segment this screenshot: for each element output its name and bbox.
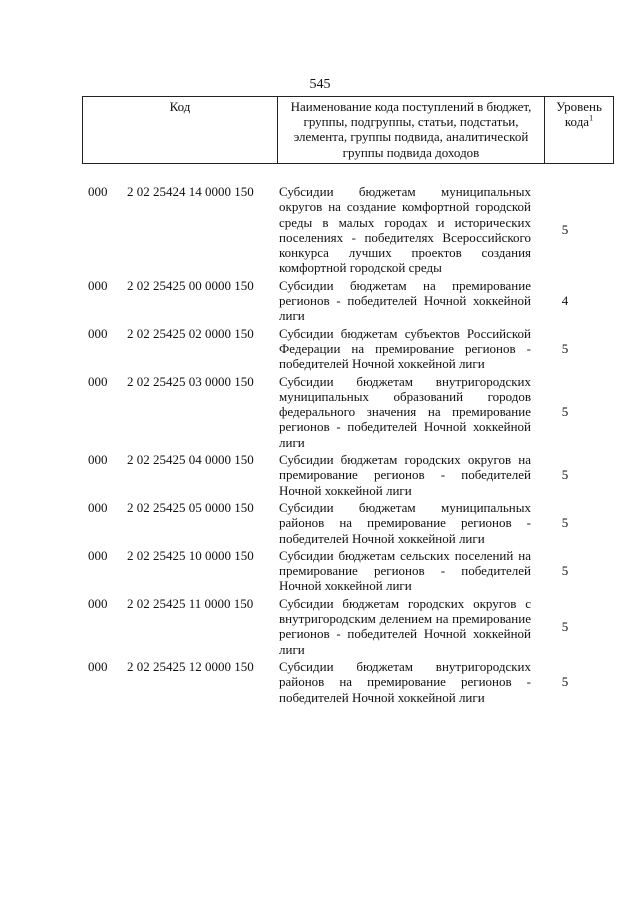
income-code: 2 02 25425 10 0000 150 xyxy=(127,547,254,563)
income-code: 2 02 25425 03 0000 150 xyxy=(127,373,254,389)
code-level: 5 xyxy=(561,404,569,420)
table-row xyxy=(0,659,640,705)
admin-code: 000 xyxy=(88,184,108,199)
income-code: 2 02 25425 05 0000 150 xyxy=(127,499,254,515)
table-row xyxy=(0,596,640,657)
income-code: 2 02 25424 14 0000 150 xyxy=(127,184,254,199)
table-header xyxy=(82,96,614,164)
admin-code: 000 xyxy=(88,658,108,674)
code-level: 5 xyxy=(561,467,569,483)
code-level: 5 xyxy=(561,222,569,238)
table-row xyxy=(0,278,640,324)
income-name: Субсидии бюджетам внутригородских районов на премирование регионов - победителей Ночной хоккейной лиги xyxy=(279,658,531,705)
admin-code: 000 xyxy=(88,499,108,515)
page-number: 545 xyxy=(309,77,331,92)
income-name: Субсидии бюджетам сельских поселений на премирование регионов - победителей Ночной хоккейной лиги xyxy=(279,547,531,594)
header-level-footnote: 1 xyxy=(589,113,594,123)
admin-code: 000 xyxy=(88,452,108,468)
code-level: 5 xyxy=(561,674,569,690)
header-level-label: Уровень кода xyxy=(556,99,602,130)
table-row xyxy=(0,548,640,594)
code-level: 4 xyxy=(561,293,569,309)
income-code: 2 02 25425 04 0000 150 xyxy=(127,452,254,468)
header-level xyxy=(545,97,614,164)
income-name: Субсидии бюджетам городских округов на премирование регионов - победителей Ночной хоккейной лиги xyxy=(279,452,531,498)
income-name: Субсидии бюджетам внутригородских муниципальных образований городов федерального значения на премирование регионов - победителей Ночной хоккейной лиги xyxy=(279,373,531,450)
table-row xyxy=(0,184,640,276)
code-level: 5 xyxy=(561,515,569,531)
income-code: 2 02 25425 02 0000 150 xyxy=(127,325,254,341)
admin-code: 000 xyxy=(88,277,108,293)
admin-code: 000 xyxy=(88,595,108,611)
income-code: 2 02 25425 00 0000 150 xyxy=(127,277,254,293)
header-code: Код xyxy=(83,97,278,164)
admin-code: 000 xyxy=(88,325,108,341)
code-level: 5 xyxy=(561,618,569,634)
admin-code: 000 xyxy=(88,373,108,389)
table-body xyxy=(0,184,640,707)
income-name: Субсидии бюджетам на премирование регионов - победителей Ночной хоккейной лиги xyxy=(279,277,531,324)
income-code: 2 02 25425 11 0000 150 xyxy=(127,595,254,611)
income-name: Субсидии бюджетам муниципальных округов на создание комфортной городской среды в малых городах и исторических поселениях - победителях Всероссийского конкурса лучших проектов создания комфортной городской среды xyxy=(279,184,531,276)
header-name: Наименование кода поступлений в бюджет, группы, подгруппы, статьи, подстатьи, элемента, группы подвида, аналитической группы подвида доходов xyxy=(278,97,545,164)
income-code: 2 02 25425 12 0000 150 xyxy=(127,658,254,674)
code-level: 5 xyxy=(561,340,569,356)
income-name: Субсидии бюджетам субъектов Российской Федерации на премирование регионов - победителей Ночной хоккейной лиги xyxy=(279,325,531,372)
table-row xyxy=(0,452,640,498)
table-row xyxy=(0,500,640,546)
admin-code: 000 xyxy=(88,547,108,563)
table-row xyxy=(0,374,640,450)
code-level: 5 xyxy=(561,563,569,579)
income-name: Субсидии бюджетам городских округов с внутригородским делением на премирование регионов - победителей Ночной хоккейной лиги xyxy=(279,595,531,657)
table-row xyxy=(0,326,640,372)
income-name: Субсидии бюджетам муниципальных районов на премирование регионов - победителей Ночной хоккейной лиги xyxy=(279,499,531,546)
